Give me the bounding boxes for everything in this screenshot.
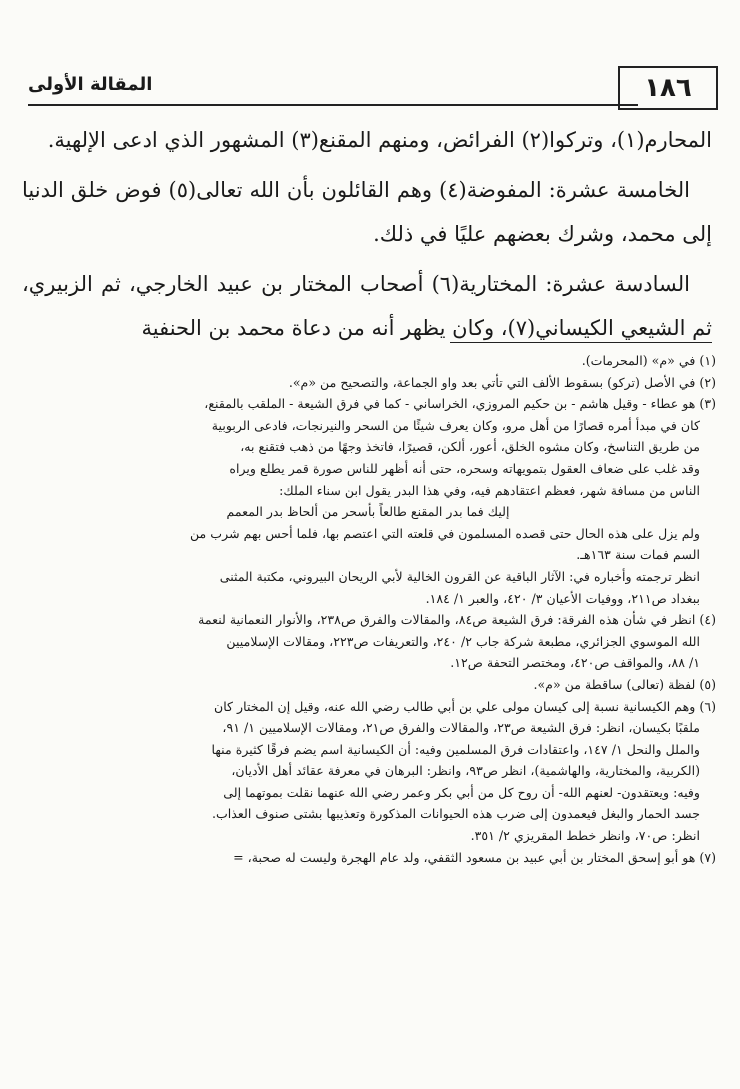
footnote-line: السم فمات سنة ١٦٣هـ. bbox=[576, 547, 700, 563]
footnote-line: (٢) في الأصل (تركو) بسقوط الألف التي تأتي بعد واو الجماعة، والتصحيح من «م». bbox=[288, 374, 716, 390]
footnote-line: كان في مبدأ أمره قصارًا من أهل مرو، وكان يعرف شيئًا من السحر والنيرنجات، فادعى الربوبية bbox=[211, 417, 700, 433]
main-paragraph: السادسة عشرة: المختارية(٦) أصحاب المختار بن عبيد الخارجي، ثم الزبيري، ثم الشيعي الكيساني(٧)، وكان يظهر أنه من دعاة محمد بن الحنفية bbox=[22, 272, 712, 340]
main-paragraph: المحارم(١)، وتركوا(٢) الفرائض، ومنهم المقنع(٣) المشهور الذي ادعى الإلهية. bbox=[47, 128, 712, 152]
footnote-line: الناس من مسافة شهر، فعظم اعتقادهم فيه، وفي هذا البدر يقول ابن سناء الملك: bbox=[279, 482, 700, 498]
footnote-line: (الكربية، والمختارية، والهاشمية)، انظر ص٩٣، وانظر: البرهان في معرفة عقائد أهل الأديان، bbox=[231, 763, 700, 779]
page-number: ١٨٦ bbox=[618, 66, 718, 110]
footnote-line: الله الموسوي الجزائري، مطبعة شركة جاب ٢/ ٢٤٠، والتعريفات ص٢٢٣، ومقالات الإسلاميين bbox=[226, 633, 700, 649]
footnote-line: (١) في «م» (المحرمات). bbox=[581, 353, 716, 368]
footnote-rule bbox=[450, 342, 712, 343]
footnote-line: وفيه: ويعتقدون- لعنهم الله- أن روح كل من أبي بكر وعمر رضي الله عنهما نقلت بموتهما إلى bbox=[223, 784, 700, 800]
footnote-line: وقد غلب على ضعاف العقول بتمويهاته وسحره، حتى أنه أظهر للناس صورة قمر يطلع ويراه bbox=[229, 460, 700, 476]
running-title: المقالة الأولى bbox=[28, 74, 153, 95]
main-paragraph: الخامسة عشرة: المفوضة(٤) وهم القائلون بأن الله تعالى(٥) فوض خلق الدنيا إلى محمد، وشرك بعضهم عليًا في ذلك. bbox=[22, 178, 712, 246]
footnote-line: (٤) انظر في شأن هذه الفرقة: فرق الشيعة ص٨٤، والمقالات والفرق ص٢٣٨، والأنوار النعمانية لنعمة bbox=[198, 612, 716, 628]
footnote-line: انظر ترجمته وأخباره في: الآثار الباقية عن القرون الخالية لأبي الريحان البيروني، مكتبة المثنى bbox=[219, 568, 700, 584]
footnote-line: (٥) لفظة (تعالى) ساقطة من «م». bbox=[533, 676, 716, 692]
footnote-line: والملل والنحل ١/ ١٤٧، واعتقادات فرق المسلمين وفيه: أن الكيسانية اسم يضم فرقًا كثيرة منها bbox=[211, 741, 700, 757]
header-rule bbox=[28, 104, 638, 106]
footnote-line: (٦) وهم الكيسانية نسبة إلى كيسان مولى علي بن أبي طالب رضي الله عنه، وقيل إن المختار كان bbox=[213, 698, 716, 714]
footnote-line: ببغداد ص٢١١، ووفيات الأعيان ٣/ ٤٢٠، والعبر ١/ ١٨٤. bbox=[425, 590, 700, 606]
footnote-line: ١/ ٨٨، والمواقف ص٤٢٠، ومختصر التحفة ص١٢. bbox=[450, 655, 700, 671]
footnote-line: انظر: ص٧٠، وانظر خطط المقريزي ٢/ ٣٥١. bbox=[470, 828, 700, 844]
footnote-line: جسد الحمار والبغل فيعمدون إلى ضرب هذه الحيوانات المذكورة وتعذيبها بشتى صنوف العذاب. bbox=[211, 806, 700, 822]
footnotes bbox=[20, 350, 716, 868]
footnote-line: ملقبًا بكيسان، انظر: فرق الشيعة ص٢٣، والمقالات والفرق ص٢١، ومقالات الإسلاميين ١/ ٩١، bbox=[222, 720, 700, 736]
footnote-verse: إليك فما بدر المقنع طالعاً بأسحر من ألحاظ بدر المعمم bbox=[226, 504, 510, 520]
footnote-line: (٣) هو عطاء - وقيل هاشم - بن حكيم المروزي، الخراساني - كما في فرق الشيعة - الملقب بالمقنع، bbox=[204, 396, 716, 412]
main-text bbox=[22, 118, 712, 356]
page-header bbox=[28, 60, 718, 110]
footnote-line: (٧) هو أبو إسحق المختار بن أبي عبيد بن مسعود الثقفي، ولد عام الهجرة وليست له صحبة، = bbox=[233, 849, 716, 865]
footnote-line: ولم يزل على هذه الحال حتى قصده المسلمون في قلعته التي اعتصم بها، فلما أحس بهم شرب من bbox=[189, 525, 700, 541]
footnote-line: من طريق التناسخ، وكان مشوه الخلق، أعور، ألكن، قصيرًا، فاتخذ وجهًا من ذهب فتقنع به، bbox=[240, 439, 700, 455]
